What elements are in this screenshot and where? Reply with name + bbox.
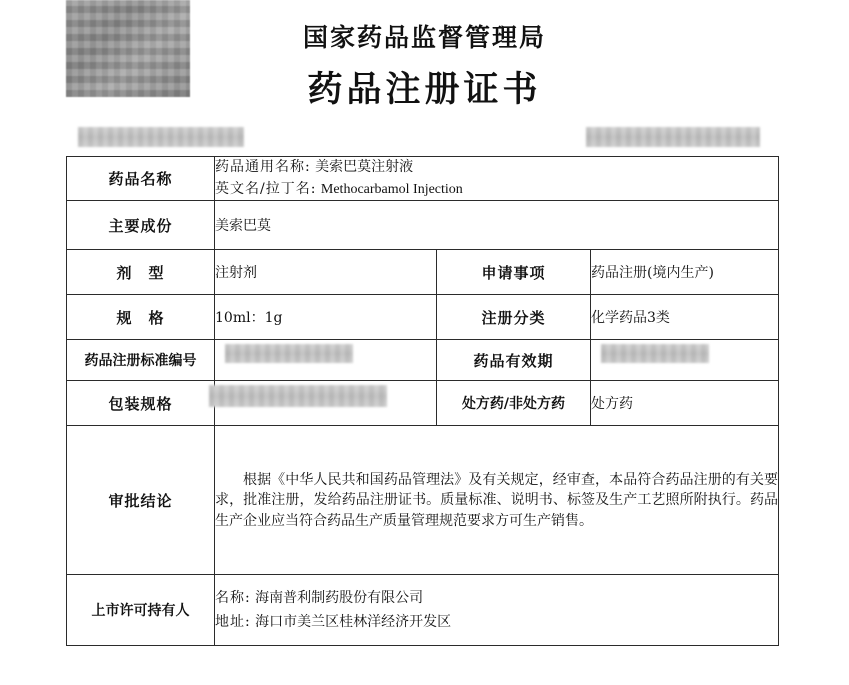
registration-category-label: 注册分类	[437, 295, 591, 340]
conclusion-value: 根据《中华人民共和国药品管理法》及有关规定，经审查，本品符合药品注册的有关要求，批准注册，发给药品注册证书。质量标准、说明书、标签及生产工艺照所附执行。药品生产企业应当符合药品生产质量管理规范要求方可生产销售。	[215, 426, 779, 575]
package-spec-value	[215, 381, 437, 426]
holder-label: 上市许可持有人	[67, 575, 215, 646]
certificate-table	[66, 156, 779, 646]
generic-name-line	[215, 157, 778, 179]
holder-name-label: 名称:	[215, 589, 251, 606]
specification-value: 10ml：1g	[215, 295, 437, 340]
validity-redacted	[601, 344, 709, 363]
validity-value	[591, 340, 779, 381]
prescription-type-label: 处方药/非处方药	[437, 381, 591, 426]
application-item-label: 申请事项	[437, 250, 591, 295]
page-title: 药品注册证书	[307, 69, 542, 110]
application-item-value: 药品注册(境内生产)	[591, 250, 779, 295]
specification-label: 规 格	[67, 295, 215, 340]
holder-address-label: 地址:	[215, 614, 251, 631]
holder-address-line	[215, 610, 778, 635]
standard-number-redacted	[225, 344, 353, 363]
holder-name-value: 海南普利制药股份有限公司	[255, 589, 424, 606]
conclusion-label: 审批结论	[67, 426, 215, 575]
generic-name-label: 药品通用名称:	[215, 159, 311, 175]
prescription-type-value: 处方药	[591, 381, 779, 426]
issuing-organization: 国家药品监督管理局	[302, 23, 546, 52]
drug-name-label: 药品名称	[67, 157, 215, 201]
latin-name-line	[215, 179, 778, 201]
package-spec-label: 包装规格	[67, 381, 215, 426]
holder-value-cell	[215, 575, 779, 646]
registration-category-value: 化学药品3类	[591, 295, 779, 340]
holder-address-value: 海口市美兰区桂林洋经济开发区	[255, 614, 452, 631]
latin-name-value: Methocarbamol Injection	[320, 181, 463, 197]
table-row	[67, 295, 779, 340]
table-row	[67, 250, 779, 295]
generic-name-value: 美索巴莫注射液	[315, 159, 414, 175]
certificate-meta-row	[0, 125, 849, 151]
standard-number-label: 药品注册标准编号	[67, 340, 215, 381]
table-row	[67, 340, 779, 381]
table-row	[67, 575, 779, 646]
package-spec-redacted	[209, 385, 387, 407]
dosage-form-label: 剂 型	[67, 250, 215, 295]
drug-name-value-cell	[215, 157, 779, 201]
table-row	[67, 381, 779, 426]
certificate-number-redacted	[78, 127, 244, 147]
latin-name-label: 英文名/拉丁名:	[215, 180, 317, 197]
table-row	[67, 426, 779, 575]
main-ingredient-label: 主要成份	[67, 201, 215, 250]
dosage-form-value: 注射剂	[215, 250, 437, 295]
main-ingredient-value: 美索巴莫	[215, 201, 779, 250]
validity-label: 药品有效期	[437, 340, 591, 381]
table-row	[67, 157, 779, 201]
holder-name-line	[215, 586, 778, 611]
table-row	[67, 201, 779, 250]
standard-number-value	[215, 340, 437, 381]
document-header	[0, 0, 849, 125]
issue-date-redacted	[586, 127, 760, 147]
